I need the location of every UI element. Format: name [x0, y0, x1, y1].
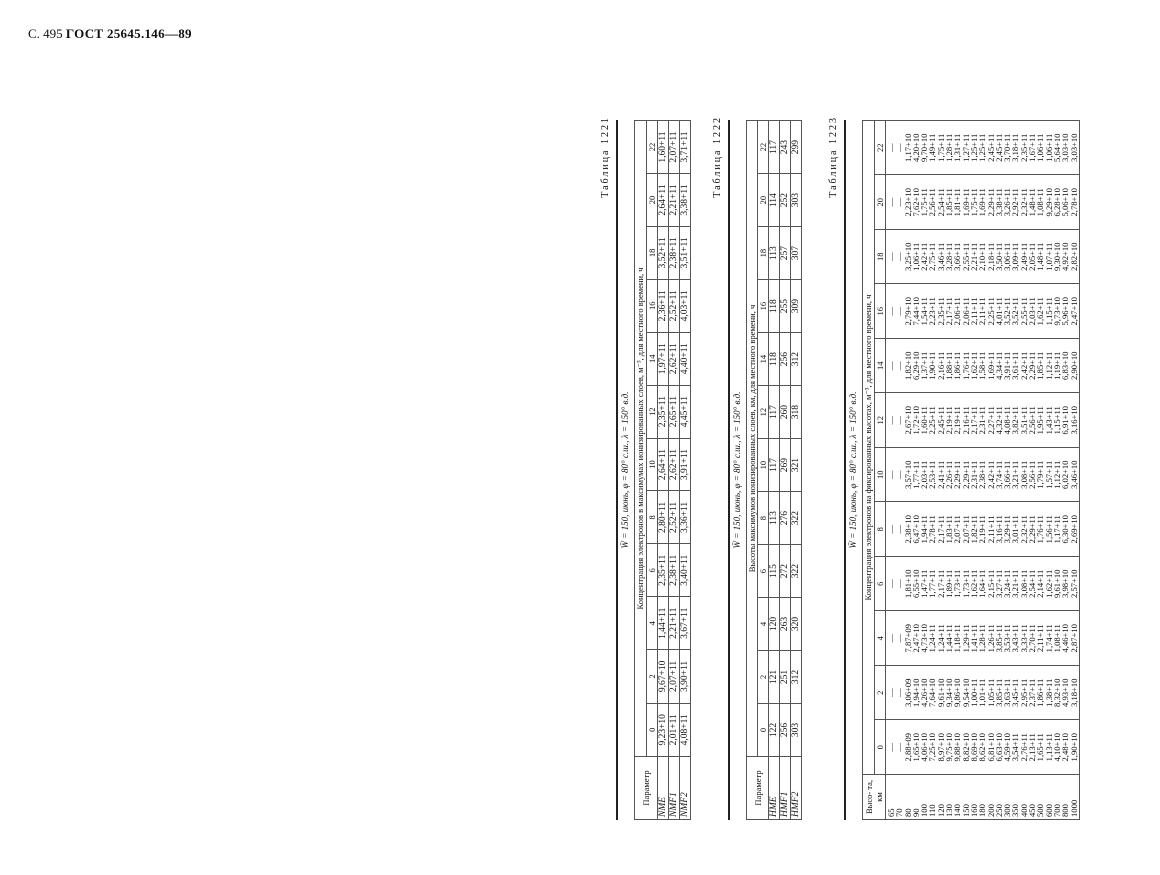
cell: 4,45+11: [680, 385, 691, 438]
cell: 2,35+11: [658, 385, 669, 438]
cell: 1,97+11: [658, 332, 669, 385]
data-column: — — 2,23+10 7,62+10 1,75+11 2,56+11 2,54+11 1,85+11 1,81+11 1,69+11 1,75+11 1,69+11 2,29+11 3,38+11 3,26+11 2,92+11 2,32+11 1,48+11 1,08+11 9,29+10 6,28+10 5,06+10 2,78+10: [886, 175, 1080, 230]
data-column: — — 1,81+10 6,55+10 1,47+11 1,77+11 2,17+11 1,89+11 1,73+11 1,73+11 1,62+11 1,64+11 2,15+11 3,27+11 3,24+11 3,21+11 3,08+11 2,54+11 2,14+11 1,62+11 9,61+10 3,98+10 2,57+10: [886, 557, 1080, 612]
param-header: Параметр: [747, 757, 769, 820]
cell: 118: [769, 333, 780, 386]
row-label: NMF1: [669, 757, 680, 820]
col-header: 4: [875, 611, 886, 666]
cell: 2,62+11: [669, 438, 680, 491]
cell: 320: [791, 598, 802, 651]
col-header: 20: [758, 174, 769, 227]
row-label: HME: [769, 757, 780, 820]
cell: 113: [769, 227, 780, 280]
table-row: [669, 121, 680, 820]
cell: 252: [780, 174, 791, 227]
col-header: 0: [758, 704, 769, 757]
col-header: 14: [875, 339, 886, 394]
cell: 4,08+11: [680, 703, 691, 756]
table-row: [769, 121, 780, 820]
col-header: 6: [647, 544, 658, 597]
col-header: 18: [647, 226, 658, 279]
cell: 276: [780, 492, 791, 545]
data-column: — — 2,38+10 6,47+10 1,94+11 2,78+11 2,17+11 1,83+11 2,07+11 2,07+11 1,82+11 2,19+11 2,11+11 3,16+11 3,29+11 3,01+11 2,32+11 2,29+11 1,76+11 1,56+11 1,17+11 6,30+10 2,69+10: [886, 502, 1080, 557]
data-column: — — 2,79+10 7,44+10 1,54+11 2,23+11 2,35+11 2,17+11 2,06+11 2,06+11 2,11+11 2,11+11 2,25+11 4,01+11 3,52+11 3,52+11 2,55+11 2,03+11 1,62+11 1,15+11 9,73+10 5,96+10 2,47+10: [886, 284, 1080, 339]
row-label: NMF2: [680, 757, 691, 820]
table-1221-name: Таблица 1221: [600, 116, 611, 198]
table-row: [791, 121, 802, 820]
time-header-row: [758, 121, 769, 820]
table-1222-name: Таблица 1222: [712, 116, 723, 198]
col-header: 10: [758, 439, 769, 492]
col-header: 22: [647, 121, 658, 174]
cell: 312: [791, 333, 802, 386]
page-number: С. 495: [28, 26, 63, 41]
col-header: 8: [647, 491, 658, 544]
cell: 2,38+11: [669, 226, 680, 279]
col-header: 20: [647, 174, 658, 227]
col-header: 6: [875, 557, 886, 612]
heights-column: 65 70 80 90 100 110 120 130 140 150 160 180 200 250 300 350 400 450 500 600 700 800 1000: [886, 775, 1080, 820]
col-header: 6: [758, 545, 769, 598]
table-1223-name: Таблица 1223: [828, 116, 839, 198]
cell: 1,60+11: [658, 121, 669, 174]
col-header: 16: [758, 280, 769, 333]
cell: 3,67+11: [680, 597, 691, 650]
cell: 117: [769, 386, 780, 439]
table-row: [780, 121, 791, 820]
cell: 251: [780, 651, 791, 704]
cell: 3,71+11: [680, 121, 691, 174]
divider: [844, 120, 846, 820]
time-header-row: [647, 121, 658, 820]
height-header: Высо- та, км: [863, 775, 886, 820]
cell: 3,90+11: [680, 650, 691, 703]
cell: 113: [769, 492, 780, 545]
param-header: Параметр: [635, 757, 658, 820]
cell: 2,07+11: [669, 121, 680, 174]
cell: 2,21+11: [669, 174, 680, 227]
cell: 3,36+11: [680, 491, 691, 544]
cell: 263: [780, 598, 791, 651]
cell: 115: [769, 545, 780, 598]
cell: 321: [791, 439, 802, 492]
col-header: 0: [647, 703, 658, 756]
cell: 1,44+11: [658, 597, 669, 650]
data-column: — — 2,67+10 1,72+10 1,60+11 2,25+11 2,45+11 2,19+11 2,19+11 2,16+11 2,17+11 2,31+11 2,27+11 4,32+11 4,08+11 3,82+11 3,51+11 2,56+11 1,95+11 1,43+11 1,15+11 6,91+10 3,16+10: [886, 393, 1080, 448]
table-1222-subtitle: W̄ = 150, июнь, φ = 80° с.ш., λ = 150° в.д.: [732, 391, 742, 549]
col-header: 22: [758, 121, 769, 174]
cell: 260: [780, 386, 791, 439]
cell: 307: [791, 227, 802, 280]
cell: 122: [769, 704, 780, 757]
col-header: 12: [758, 386, 769, 439]
cell: 272: [780, 545, 791, 598]
table-1223: [862, 120, 1080, 820]
cell: 2,38+11: [669, 544, 680, 597]
cell: 2,64+11: [658, 438, 669, 491]
cell: 256: [780, 333, 791, 386]
col-header: 12: [875, 393, 886, 448]
cell: 2,64+11: [658, 174, 669, 227]
table-row: [680, 121, 691, 820]
data-column: — — 1,17+10 4,20+10 9,70+10 1,49+11 1,75+11 1,28+11 1,31+11 1,27+11 1,25+11 1,25+11 2,45+11 2,45+11 3,70+11 3,18+11 2,35+11 1,67+11 1,06+11 1,06+11 5,64+10 3,03+10 3,03+10: [886, 121, 1080, 176]
col-header: 22: [875, 121, 886, 176]
group-header: Концентрация электронов на фиксированных высотах, м⁻³, для местного времени, ч: [863, 121, 875, 775]
group-header: Высоты максимумов ионизированных слоев, км, для местного времени, ч: [747, 121, 758, 757]
cell: 2,65+11: [669, 385, 680, 438]
cell: 9,23+10: [658, 703, 669, 756]
col-header: 4: [758, 598, 769, 651]
cell: 2,52+11: [669, 279, 680, 332]
cell: 3,52+11: [658, 226, 669, 279]
cell: 2,35+11: [658, 544, 669, 597]
cell: 120: [769, 598, 780, 651]
table-1222-body: [769, 121, 802, 820]
data-column: — — 3,06+09 1,94+10 4,26+10 7,64+10 9,61+10 9,34+10 9,86+10 9,54+10 1,00+11 1,01+11 1,05+11 3,85+11 3,63+11 3,45+11 2,95+11 2,37+11 1,86+11 1,38+11 8,32+10 4,93+10 3,18+10: [886, 666, 1080, 721]
cell: 118: [769, 280, 780, 333]
cell: 2,52+11: [669, 491, 680, 544]
col-header: 12: [647, 385, 658, 438]
standard-code: ГОСТ 25645.146—89: [65, 26, 192, 41]
col-header: 8: [758, 492, 769, 545]
table-1223-subtitle: W̄ = 150, июнь, φ = 80° с.ш., λ = 150° в.д.: [848, 391, 858, 549]
cell: 318: [791, 386, 802, 439]
col-header: 18: [875, 230, 886, 285]
cell: 255: [780, 280, 791, 333]
col-header: 4: [647, 597, 658, 650]
cell: 2,21+11: [669, 597, 680, 650]
cell: 303: [791, 704, 802, 757]
cell: 257: [780, 227, 791, 280]
cell: 3,40+11: [680, 544, 691, 597]
col-header: 2: [647, 650, 658, 703]
col-header: 10: [647, 438, 658, 491]
cell: 269: [780, 439, 791, 492]
cell: 117: [769, 439, 780, 492]
cell: 2,62+11: [669, 332, 680, 385]
table-1223-body: [886, 121, 1080, 820]
col-header: 16: [875, 284, 886, 339]
cell: 9,67+10: [658, 650, 669, 703]
cell: 117: [769, 121, 780, 174]
col-header: 2: [875, 666, 886, 721]
table-row: [658, 121, 669, 820]
col-header: 20: [875, 175, 886, 230]
col-header: 8: [875, 502, 886, 557]
table-1221-subtitle: W̄ = 150, июнь, φ = 80° с.ш., λ = 150° в.д.: [620, 391, 630, 549]
cell: 3,38+11: [680, 174, 691, 227]
col-header: 0: [875, 720, 886, 775]
data-column: — — 3,25+10 1,06+11 2,42+11 2,75+11 3,46+11 3,28+11 3,66+11 2,55+11 2,21+11 2,10+11 2,18+11 3,50+11 3,06+11 3,09+11 2,49+11 2,05+11 1,48+11 1,07+11 9,30+10 4,92+10 2,82+10: [886, 230, 1080, 285]
cell: 4,40+11: [680, 332, 691, 385]
divider: [728, 120, 730, 820]
data-column: — — 3,57+10 1,77+11 2,03+11 2,53+11 2,41+11 2,26+11 2,29+11 2,29+11 2,31+11 2,38+11 2,42+11 3,74+11 3,66+11 3,21+11 3,08+11 2,56+11 1,79+11 1,57+11 1,12+11 6,02+10 3,46+10: [886, 448, 1080, 503]
table-1221-body: [658, 121, 691, 820]
time-header-row: [875, 121, 886, 820]
data-column: — — 1,82+10 6,29+10 1,37+11 1,90+11 2,16+11 1,88+11 1,86+11 1,76+11 1,62+11 1,58+11 1,69+11 4,34+11 3,91+11 3,61+11 2,42+11 2,29+11 1,85+11 1,12+11 1,19+11 6,83+10 2,90+10: [886, 339, 1080, 394]
table-row: [886, 121, 1080, 820]
cell: 243: [780, 121, 791, 174]
page-header: [28, 26, 192, 42]
table-1221: [634, 120, 691, 820]
col-header: 16: [647, 279, 658, 332]
row-label: HMF2: [791, 757, 802, 820]
cell: 322: [791, 545, 802, 598]
cell: 3,91+11: [680, 438, 691, 491]
row-label: NME: [658, 757, 669, 820]
col-header: 10: [875, 448, 886, 503]
cell: 2,07+11: [669, 650, 680, 703]
data-column: — — 2,88+09 1,65+10 4,06+10 7,25+10 8,97+10 9,75+10 9,88+10 8,82+10 8,69+10 8,62+10 6,81+10 6,63+10 4,59+10 3,54+11 2,76+11 2,13+11 1,65+11 1,13+11 4,10+10 2,48+10 1,90+10: [886, 720, 1080, 775]
row-label: HMF1: [780, 757, 791, 820]
cell: 2,36+11: [658, 279, 669, 332]
cell: 312: [791, 651, 802, 704]
cell: 2,80+11: [658, 491, 669, 544]
col-header: 2: [758, 651, 769, 704]
cell: 2,01+11: [669, 703, 680, 756]
table-1222: [746, 120, 802, 820]
cell: 322: [791, 492, 802, 545]
divider: [616, 120, 618, 820]
data-column: — — 7,87+09 2,47+10 4,73+10 1,24+11 1,24+11 1,44+11 1,18+11 1,29+11 1,41+11 1,28+11 1,26+11 3,85+11 3,53+11 3,43+11 3,33+11 2,70+11 2,11+11 1,74+11 1,08+11 4,46+10 2,87+10: [886, 611, 1080, 666]
col-header: 14: [647, 332, 658, 385]
col-header: 18: [758, 227, 769, 280]
cell: 121: [769, 651, 780, 704]
cell: 299: [791, 121, 802, 174]
rotated-page-content: [600, 116, 1160, 820]
cell: 4,03+11: [680, 279, 691, 332]
cell: 309: [791, 280, 802, 333]
col-header: 14: [758, 333, 769, 386]
group-header: Концентрация электронов в максимумах ионизированных слоев, м⁻³, для местного времени, ч: [635, 121, 647, 757]
cell: 303: [791, 174, 802, 227]
cell: 114: [769, 174, 780, 227]
cell: 3,51+11: [680, 226, 691, 279]
cell: 256: [780, 704, 791, 757]
